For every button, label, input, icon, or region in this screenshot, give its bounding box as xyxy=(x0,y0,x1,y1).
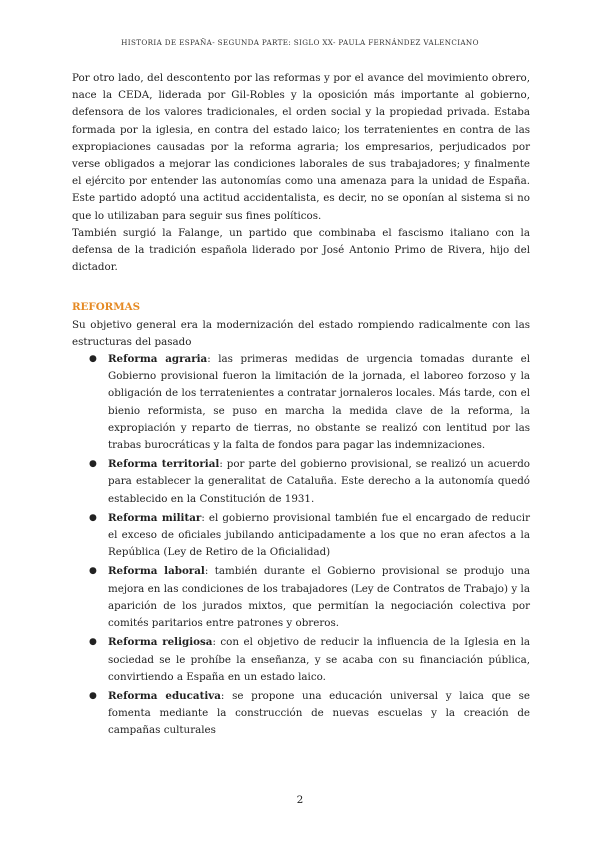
running-header: HISTORIA DE ESPAÑA- SEGUNDA PARTE: SIGLO XX- PAULA FERNÁNDEZ VALENCIANO xyxy=(121,38,479,47)
reform-text: : con el objetivo de reducir la influencia de la Iglesia en la sociedad se le prohíbe la enseñanza, y se acaba con su financiación pública, convirtiendo a España en un estado laico. xyxy=(108,636,530,683)
page-number: 2 xyxy=(296,794,304,806)
reform-text: : se propone una educación universal y laica que se fomenta mediante la construcción de nuevas escuelas y la creación de campañas culturales xyxy=(108,689,530,737)
reforms-list xyxy=(72,351,530,739)
page-body xyxy=(72,70,530,742)
reform-label: Reforma agraria xyxy=(108,353,208,366)
bullet-icon: ● xyxy=(89,354,97,365)
reform-label: Reforma territorial xyxy=(108,458,220,471)
list-item-reforma-religiosa xyxy=(72,634,530,686)
paragraph-falange: También surgió la Falange, un partido que combinaba el fascismo italiano con la defensa de la tradición española liderado por José Antonio Primo de Rivera, hijo del dictador. xyxy=(72,226,530,274)
reform-label: Reforma educativa xyxy=(108,689,221,702)
bullet-icon: ● xyxy=(89,459,97,470)
bullet-icon: ● xyxy=(89,637,97,648)
section-title-reformas: REFORMAS xyxy=(72,301,141,314)
list-item-reforma-militar xyxy=(72,510,530,562)
reform-text: : el gobierno provisional también fue el encargado de reducir el exceso de oficiales jubilando anticipadamente a los que no eran afectos a la República (Ley de Retiro de la Oficialidad) xyxy=(108,511,531,559)
reform-label: Reforma militar xyxy=(108,511,202,524)
reform-text: : también durante el Gobierno provisional se produjo una mejora en las condiciones de los trabajadores (Ley de Contratos de Trabajo) y la aparición de los jurados mixtos, que permitían la negociación colectiva por comités paritarios entre patrones y obreros. xyxy=(108,565,530,630)
reform-label: Reforma religiosa xyxy=(108,636,213,649)
list-item-reforma-agraria xyxy=(72,351,530,454)
bullet-icon: ● xyxy=(89,690,97,701)
list-item-reforma-laboral xyxy=(72,563,530,632)
paragraph-ceda: Por otro lado, del descontento por las reformas y por el avance del movimiento obrero, nace la CEDA, liderada por Gil-Robles y la oposición más importante al gobierno, defensora de los valores tradicionales, el orden social y la propiedad privada. Estaba formada por la iglesia, en contra del estado laico; los terratenientes en contra de las expropiaciones causadas por la reforma agraria; los empresarios, perjudicados por verse obligados a mejorar las condiciones laborales de sus trabajadores; y finalmente el ejército por entender las autonomías como una amenaza para la unidad de España. Este partido adoptó una actitud accidentalista, es decir, no se oponían al sistema si no que lo utilizaban para seguir sus fines políticos. xyxy=(72,72,530,222)
section-intro: Su objetivo general era la modernización del estado rompiendo radicalmente con las estructuras del pasado xyxy=(72,318,530,348)
reform-label: Reforma laboral xyxy=(108,565,205,578)
reform-text: : las primeras medidas de urgencia tomadas durante el Gobierno provisional fueron la limitación de la jornada, el laboreo forzoso y la obligación de los terratenientes a contratar jornaleros locales. Más tarde, con el bienio reformista, se puso en marcha la medida clave de la reforma, la expropiación y reparto de tierras, no obstante se realizó con lentitud por las trabas burocráticas y la falta de fondos para pagar las indemnizaciones. xyxy=(108,353,530,452)
bullet-icon: ● xyxy=(89,566,97,577)
bullet-icon: ● xyxy=(89,512,97,523)
reform-text: : por parte del gobierno provisional, se realizó un acuerdo para establecer la generalitat de Cataluña. Este derecho a la autonomía quedó establecido en la Constitución de 1931. xyxy=(108,458,530,505)
list-item-reforma-territorial xyxy=(72,456,530,508)
list-item-reforma-educativa xyxy=(72,688,530,740)
